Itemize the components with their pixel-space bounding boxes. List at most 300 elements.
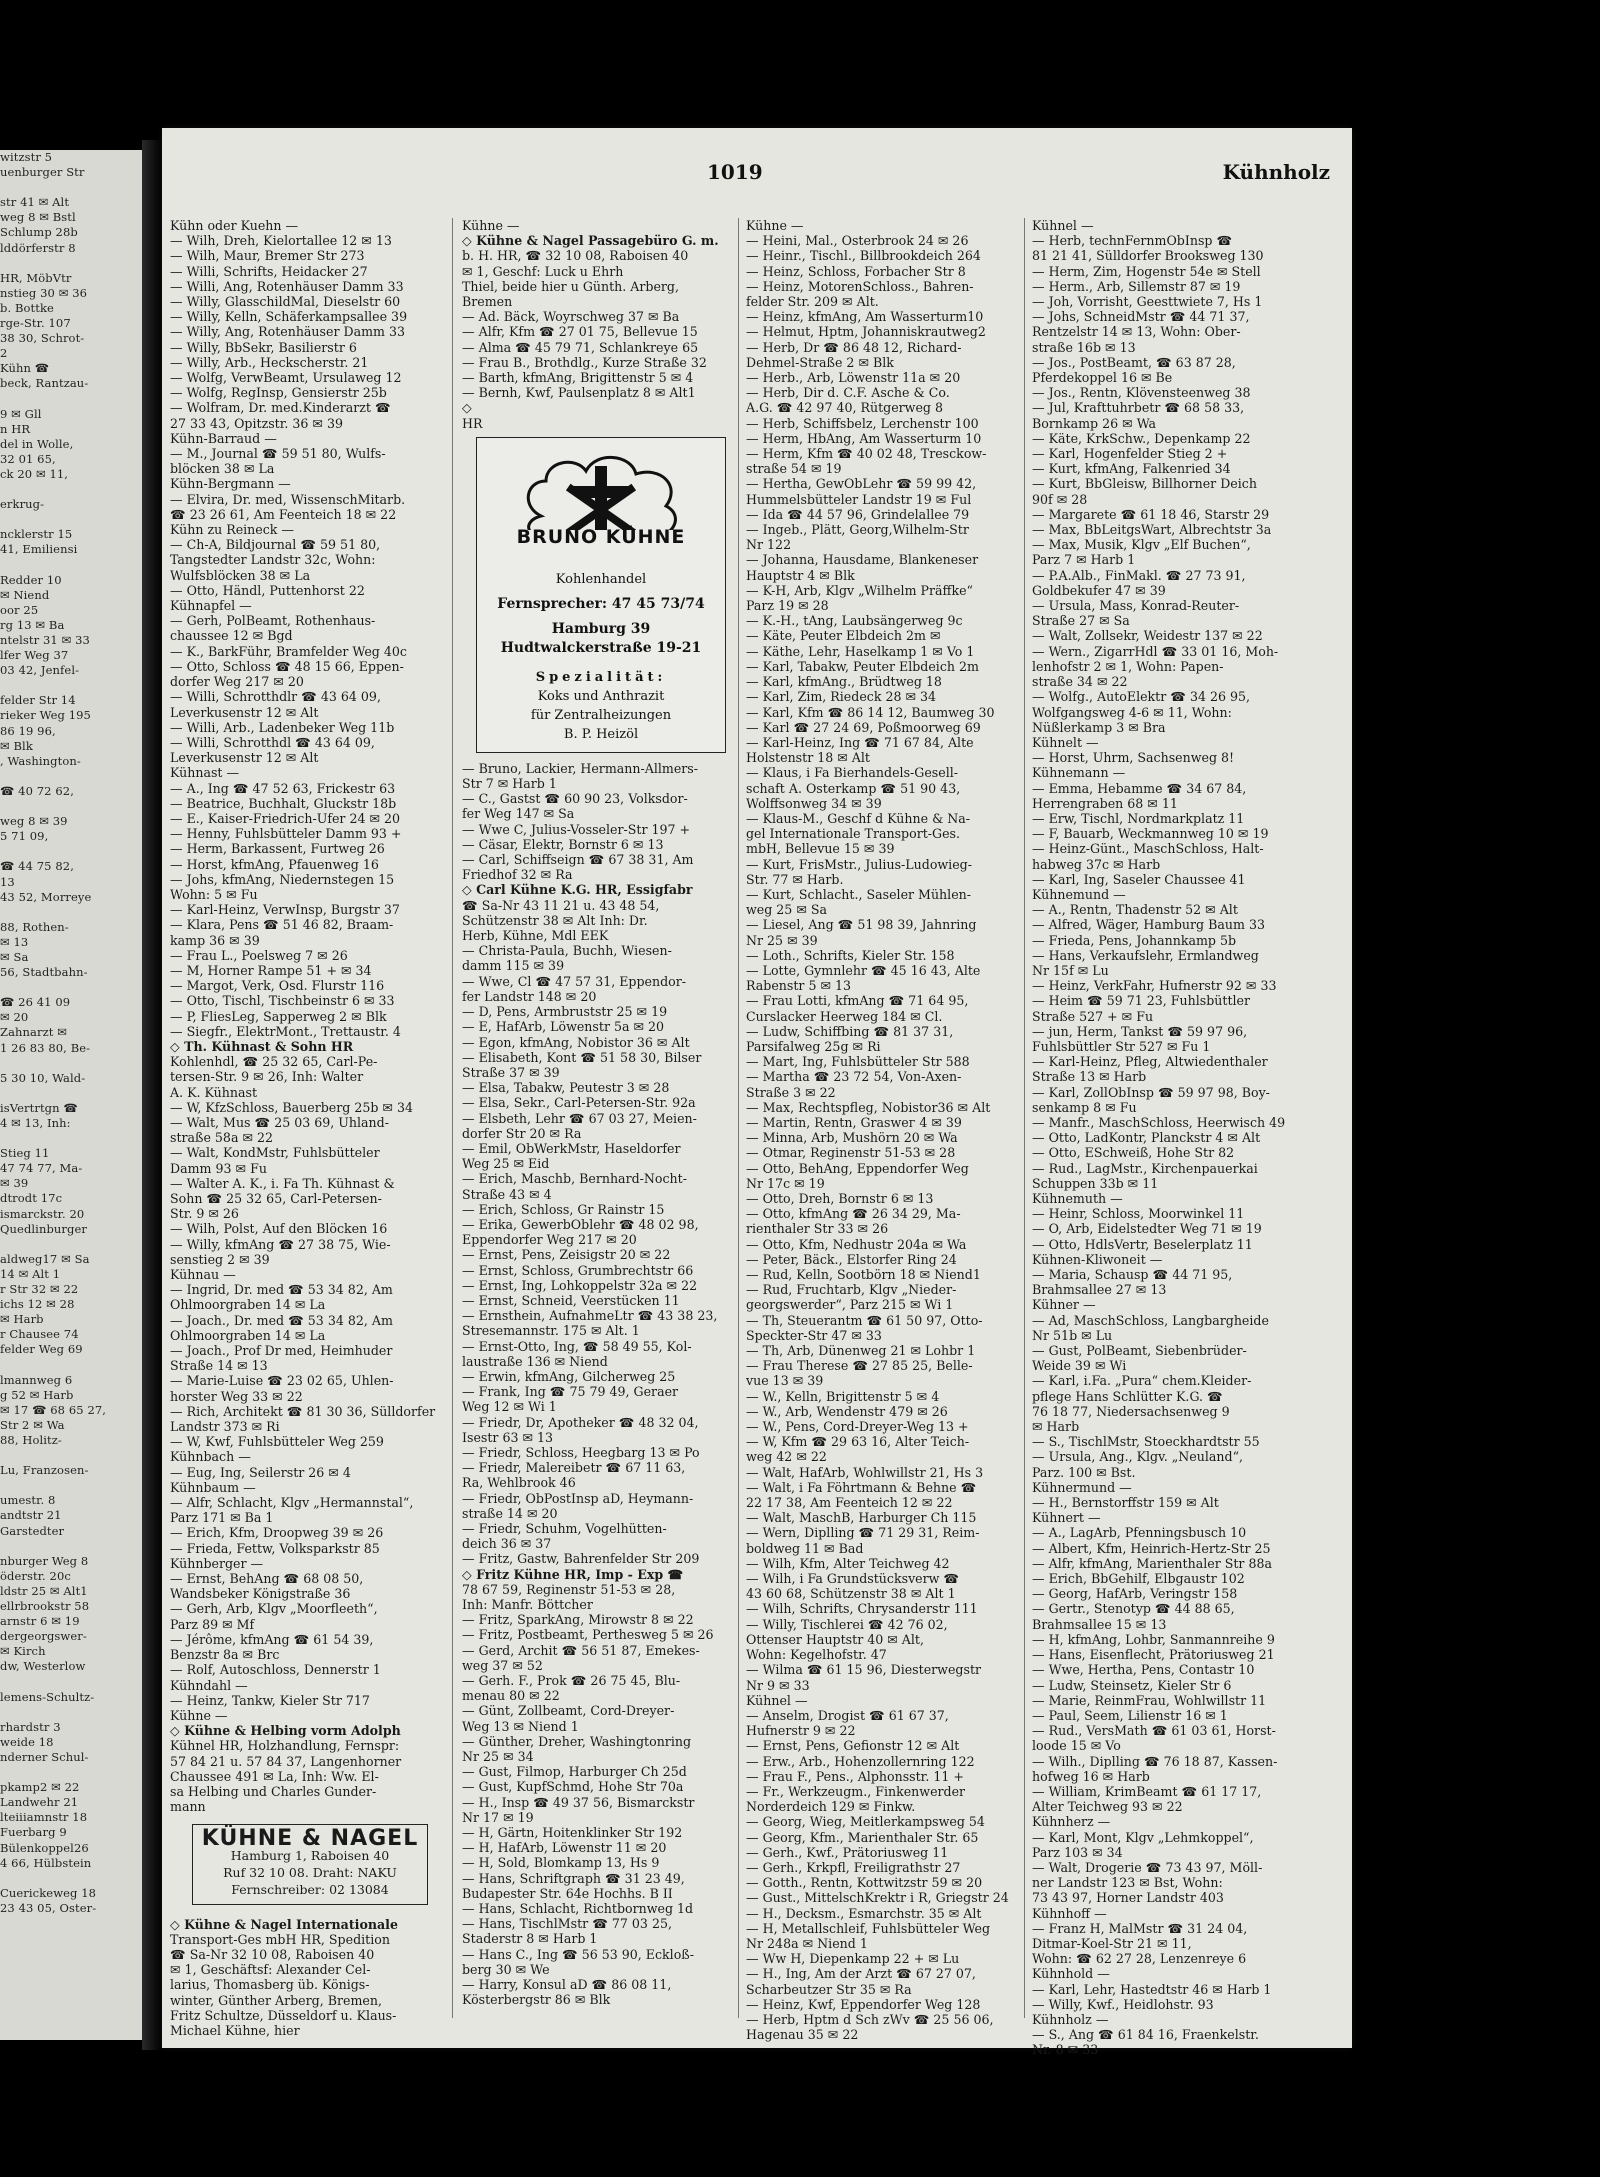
directory-entry: — Klaus-M., Geschf d Kühne & Na- bbox=[746, 810, 971, 826]
adjacent-page-line: ✉ Niend bbox=[0, 587, 50, 602]
directory-entry: sa Helbing und Charles Gunder- bbox=[170, 1783, 377, 1799]
directory-entry: ◇ Kühne & Nagel Passagebüro G. m. bbox=[462, 233, 719, 249]
adjacent-page-line: Cuerickeweg 18 bbox=[0, 1885, 97, 1900]
directory-entry: menau 80 ✉ 22 bbox=[462, 1688, 560, 1704]
bruno-kuehne-advertisement bbox=[476, 437, 726, 753]
adjacent-page-line: umestr. 8 bbox=[0, 1493, 56, 1508]
directory-entry: — Herb, Hptm d Sch zWv ☎ 25 56 06, bbox=[746, 2011, 994, 2027]
adjacent-page-line: 4 ✉ 13, Inh: bbox=[0, 1116, 71, 1130]
directory-entry: Nr 25 ✉ 39 bbox=[746, 932, 818, 948]
directory-entry: — Wern, Diplling ☎ 71 29 31, Reim- bbox=[746, 1525, 980, 1541]
directory-entry: — A., LagArb, Pfenningsbusch 10 bbox=[1032, 1525, 1247, 1541]
directory-entry: Kühnhoff — bbox=[1032, 1905, 1107, 1921]
directory-entry: Kühnast — bbox=[170, 765, 240, 781]
directory-entry: ◇ Th. Kühnast & Sohn HR bbox=[170, 1038, 354, 1054]
directory-entry: — Karl, Ing, Saseler Chaussee 41 bbox=[1032, 871, 1246, 887]
directory-entry: — Heinz-Günt., MaschSchloss, Halt- bbox=[1032, 841, 1264, 857]
adjacent-page-line: Quedlinburger bbox=[0, 1221, 87, 1236]
directory-entry: — Karl ☎ 27 24 69, Poßmoorweg 69 bbox=[746, 719, 981, 735]
directory-entry: — M., Journal ☎ 59 51 80, Wulfs- bbox=[170, 446, 386, 462]
directory-entry: — Peter, Bäck., Elstorfer Ring 24 bbox=[746, 1251, 957, 1267]
directory-entry: straße 16b ✉ 13 bbox=[1032, 339, 1136, 355]
directory-entry: Kühner — bbox=[1032, 1297, 1096, 1313]
directory-entry: — Herm, Barkassent, Furtweg 26 bbox=[170, 841, 385, 857]
directory-entry: Straße 43 ✉ 4 bbox=[462, 1186, 552, 1202]
directory-entry: — Frau Lotti, kfmAng ☎ 71 64 95, bbox=[746, 993, 969, 1009]
directory-entry: — H., Insp ☎ 49 37 56, Bismarckstr bbox=[462, 1794, 695, 1810]
directory-entry: — Wilh, Schrifts, Chrysanderstr 111 bbox=[746, 1601, 978, 1617]
directory-entry: — Otto, Händl, Puttenhorst 22 bbox=[170, 582, 365, 598]
adjacent-page-line bbox=[0, 1131, 142, 1146]
directory-entry: — Wolfg, VerwBeamt, Ursulaweg 12 bbox=[170, 370, 402, 386]
adjacent-page-line: 03 42, Jenfel- bbox=[0, 663, 80, 678]
directory-entry: ☎ 23 26 61, Am Feenteich 18 ✉ 22 bbox=[170, 506, 397, 522]
directory-entry: Ottenser Hauptstr 40 ✉ Alt, bbox=[746, 1631, 924, 1647]
directory-entry: — Mart, Ing, Fuhlsbütteler Str 588 bbox=[746, 1054, 970, 1070]
directory-entry: — Günt, Zollbeamt, Cord-Dreyer- bbox=[462, 1703, 675, 1719]
directory-entry: — Willy, Tischlerei ☎ 42 76 02, bbox=[746, 1616, 948, 1632]
directory-entry: ◇ bbox=[462, 400, 472, 416]
adjacent-page-line: andtstr 21 bbox=[0, 1508, 62, 1523]
directory-entry: larius, Thomasberg üb. Königs- bbox=[170, 1977, 370, 1993]
directory-entry: — Emil, ObWerkMstr, Haseldorfer bbox=[462, 1140, 681, 1156]
directory-entry: Ohlmoorgraben 14 ✉ La bbox=[170, 1297, 326, 1313]
directory-entry: — Walt, i Fa Föhrtmann & Behne ☎ bbox=[746, 1479, 977, 1495]
directory-entry: — Fritz, Gastw, Bahrenfelder Str 209 bbox=[462, 1551, 700, 1567]
directory-entry: — Wolfg, RegInsp, Gensierstr 25b bbox=[170, 385, 387, 401]
directory-entry: — S., TischlMstr, Stoeckhardtstr 55 bbox=[1032, 1434, 1260, 1450]
directory-entry: — Friedr, Malereibetr ☎ 67 11 63, bbox=[462, 1460, 686, 1476]
directory-entry: ner Landstr 123 ✉ Bst, Wohn: bbox=[1032, 1875, 1223, 1891]
directory-entry: winter, Günther Arberg, Bremen, bbox=[170, 1992, 382, 2008]
directory-entry: Nr 9 ✉ 33 bbox=[746, 1677, 810, 1693]
directory-entry: — Willy, GlasschildMal, Dieselstr 60 bbox=[170, 294, 401, 310]
directory-entry: — W, KfzSchloss, Bauerberg 25b ✉ 34 bbox=[170, 1099, 414, 1115]
directory-entry: — Margot, Verk, Osd. Flurstr 116 bbox=[170, 978, 385, 994]
adjacent-page-line: del in Wolle, bbox=[0, 436, 74, 451]
directory-entry: — K-H, Arb, Klgv „Wilhelm Präffke“ bbox=[746, 582, 973, 598]
directory-entry: — Heim ☎ 59 71 23, Fuhlsbüttler bbox=[1032, 993, 1251, 1009]
logo-wordmark: BRUNO KÜHNE bbox=[501, 530, 701, 545]
adjacent-page-line: 43 52, Morreye bbox=[0, 889, 92, 904]
directory-entry: — Otto, Tischl, Tischbeinstr 6 ✉ 33 bbox=[170, 993, 395, 1009]
adjacent-page-line: Stieg 11 bbox=[0, 1146, 50, 1161]
directory-entry: — Otto, ESchweiß, Hohe Str 82 bbox=[1032, 1145, 1235, 1161]
directory-entry: — Barth, kfmAng, Brigittenstr 5 ✉ 4 bbox=[462, 370, 694, 386]
directory-entry: — Willy, Kelln, Schäferkampsallee 39 bbox=[170, 309, 408, 325]
adjacent-page-line: Str 2 ✉ Wa bbox=[0, 1417, 65, 1432]
directory-entry: — Rud, Kelln, Sootbörn 18 ✉ Niend1 bbox=[746, 1267, 981, 1283]
directory-entry: — Erika, GewerbOblehr ☎ 48 02 98, bbox=[462, 1216, 699, 1232]
directory-entry: — F, Bauarb, Weckmannweg 10 ✉ 19 bbox=[1032, 826, 1269, 842]
directory-entry: — K.-H., tAng, Laubsängerweg 9c bbox=[746, 613, 963, 629]
directory-entry: — Elsa, Sekr., Carl-Petersen-Str. 92a bbox=[462, 1095, 696, 1111]
directory-entry: vue 13 ✉ 39 bbox=[746, 1373, 824, 1389]
directory-entry: — Herb., Arb, Löwenstr 11a ✉ 20 bbox=[746, 370, 961, 386]
directory-entry: — Ernst, Schloss, Grumbrechtstr 66 bbox=[462, 1262, 694, 1278]
adjacent-page-line: lemens-Schultz- bbox=[0, 1689, 95, 1704]
adjacent-page-line: 2 bbox=[0, 346, 8, 361]
directory-entry: — Käte, Peuter Elbdeich 2m ✉ bbox=[746, 628, 941, 644]
directory-entry: Parz 19 ✉ 28 bbox=[746, 598, 829, 614]
directory-entry: — Willi, Schrifts, Heidacker 27 bbox=[170, 263, 368, 279]
bruno-kuehne-logo bbox=[501, 446, 701, 566]
directory-entry: — P, FliesLeg, Sapperweg 2 ✉ Blk bbox=[170, 1008, 387, 1024]
directory-entry: Kühnherz — bbox=[1032, 1814, 1111, 1830]
adjacent-page-line: 4 66, Hülbstein bbox=[0, 1855, 92, 1870]
adjacent-page-line: felder Str 14 bbox=[0, 693, 76, 708]
directory-entry: Michael Kühne, hier bbox=[170, 2022, 300, 2038]
directory-entry: 81 21 41, Sülldorfer Brooksweg 130 bbox=[1032, 248, 1264, 264]
adjacent-page-line: ✉ Kirch bbox=[0, 1644, 46, 1659]
adjacent-page-line: 23 43 05, Oster- bbox=[0, 1900, 97, 1915]
directory-entry: — Willy, kfmAng ☎ 27 38 75, Wie- bbox=[170, 1236, 391, 1252]
directory-entry: — Gerh, PolBeamt, Rothenhaus- bbox=[170, 613, 376, 629]
directory-entry: — Gerh., Kwf., Prätoriusweg 11 bbox=[746, 1844, 949, 1860]
directory-entry: straße 34 ✉ 22 bbox=[1032, 674, 1128, 690]
directory-entry: ☎ Sa-Nr 43 11 21 u. 43 48 54, bbox=[462, 897, 660, 913]
page-number: 1019 bbox=[707, 160, 763, 184]
adjacent-page-line: 9 ✉ Gll bbox=[0, 406, 42, 421]
directory-entry: — Joh, Vorrisht, Geesttwiete 7, Hs 1 bbox=[1032, 294, 1263, 310]
directory-entry: Weide 39 ✉ Wi bbox=[1032, 1358, 1127, 1374]
adjacent-page-line bbox=[0, 678, 142, 693]
adjacent-page-line: beck, Rantzau- bbox=[0, 376, 89, 391]
directory-entry: Nr 17 ✉ 19 bbox=[462, 1809, 534, 1825]
directory-entry: Inh: Manfr. Böttcher bbox=[462, 1597, 593, 1613]
directory-entry: — E, HafArb, Löwenstr 5a ✉ 20 bbox=[462, 1019, 665, 1035]
directory-entry: — Fritz, Postbeamt, Perthesweg 5 ✉ 26 bbox=[462, 1627, 714, 1643]
directory-entry: — Gust, KupfSchmd, Hohe Str 70a bbox=[462, 1779, 684, 1795]
directory-entry: deich 36 ✉ 37 bbox=[462, 1536, 552, 1552]
directory-entry: — Willy, BbSekr, Basilierstr 6 bbox=[170, 339, 357, 355]
directory-entry: — Heini, Mal., Osterbrook 24 ✉ 26 bbox=[746, 233, 969, 249]
directory-entry: Herb, Kühne, Mdl EEK bbox=[462, 928, 609, 944]
directory-entry: — Ludw, Steinsetz, Kieler Str 6 bbox=[1032, 1677, 1232, 1693]
directory-entry: Str. 9 ✉ 26 bbox=[170, 1206, 239, 1222]
directory-entry: Wolffsonweg 34 ✉ 39 bbox=[746, 795, 882, 811]
directory-entry: — Anselm, Drogist ☎ 61 67 37, bbox=[746, 1707, 949, 1723]
directory-entry: Speckter-Str 47 ✉ 33 bbox=[746, 1327, 882, 1343]
directory-entry: — Hans, Schriftgraph ☎ 31 23 49, bbox=[462, 1870, 685, 1886]
directory-entry: Str. 77 ✉ Harb. bbox=[746, 871, 844, 887]
directory-entry: Straße 37 ✉ 39 bbox=[462, 1064, 560, 1080]
directory-entry: Damm 93 ✉ Fu bbox=[170, 1160, 267, 1176]
directory-entry: — Albert, Kfm, Heinrich-Hertz-Str 25 bbox=[1032, 1540, 1271, 1556]
directory-entry: — Klara, Pens ☎ 51 46 82, Braam- bbox=[170, 917, 394, 933]
directory-entry: — Erich, Schloss, Gr Rainstr 15 bbox=[462, 1201, 665, 1217]
adjacent-page-line: ✉ Sa bbox=[0, 949, 29, 964]
adjacent-page-line: ncklerstr 15 bbox=[0, 527, 73, 542]
directory-entry: — Walt, Zollsekr, Weidestr 137 ✉ 22 bbox=[1032, 628, 1263, 644]
directory-entry: — Otto, Kfm, Nedhustr 204a ✉ Wa bbox=[746, 1236, 967, 1252]
directory-entry: Rentzelstr 14 ✉ 13, Wohn: Ober- bbox=[1032, 324, 1241, 340]
directory-entry: — Carl, Schiffseign ☎ 67 38 31, Am bbox=[462, 852, 694, 868]
adjacent-page-line: 5 71 09, bbox=[0, 829, 49, 844]
adjacent-page-line bbox=[0, 512, 142, 527]
directory-entry: — Manfr., MaschSchloss, Heerwisch 49 bbox=[1032, 1114, 1286, 1130]
directory-entry: — Elsbeth, Lehr ☎ 67 03 27, Meien- bbox=[462, 1110, 697, 1126]
directory-entry: Scharbeutzer Str 35 ✉ Ra bbox=[746, 1981, 912, 1997]
directory-entry: — H., Decksm., Esmarchstr. 35 ✉ Alt bbox=[746, 1905, 982, 1921]
directory-entry: — Joach., Prof Dr med, Heimhuder bbox=[170, 1343, 393, 1359]
ad-phone: Fernsprecher: 47 45 73/74 bbox=[497, 595, 705, 612]
directory-entry: — W., Arb, Wendenstr 479 ✉ 26 bbox=[746, 1403, 948, 1419]
directory-entry: Kühne — bbox=[462, 218, 520, 233]
directory-entry: — Maria, Schausp ☎ 44 71 95, bbox=[1032, 1267, 1233, 1283]
directory-entry: — Georg, Wieg, Meitlerkampsweg 54 bbox=[746, 1814, 985, 1830]
directory-entry: gel Internationale Transport-Ges. bbox=[746, 826, 961, 842]
adjacent-page-line: lteiiiamnstr 18 bbox=[0, 1810, 88, 1825]
directory-entry: — Karl, Zim, Riedeck 28 ✉ 34 bbox=[746, 689, 937, 705]
directory-entry: — Karl, Tabakw, Peuter Elbdeich 2m bbox=[746, 658, 979, 674]
directory-entry: — Gerh., Krkpfl, Freiligrathstr 27 bbox=[746, 1859, 961, 1875]
directory-entry: Nr 122 bbox=[746, 537, 792, 553]
directory-entry: — Rolf, Autoschloss, Dennerstr 1 bbox=[170, 1662, 381, 1678]
adjacent-page-line: nburger Weg 8 bbox=[0, 1553, 89, 1568]
directory-entry: — Hans, TischlMstr ☎ 77 03 25, bbox=[462, 1916, 672, 1932]
directory-entry: Parz. 100 ✉ Bst. bbox=[1032, 1464, 1136, 1480]
directory-entry: — Hertha, GewObLehr ☎ 59 99 42, bbox=[746, 476, 977, 492]
adjacent-page-line: ✉ 13 bbox=[0, 934, 29, 949]
directory-entry: Hauptstr 4 ✉ Blk bbox=[746, 567, 855, 583]
adjacent-page-line bbox=[0, 1237, 142, 1252]
directory-entry: — Gust, PolBeamt, Siebenbrüder- bbox=[1032, 1343, 1247, 1359]
directory-entry: ◇ Carl Kühne K.G. HR, Essigfabr bbox=[462, 882, 693, 898]
ad-speciality-3: B. P. Heizöl bbox=[563, 726, 639, 742]
directory-entry: Hufnerstr 9 ✉ 22 bbox=[746, 1723, 856, 1739]
directory-entry: — Elvira, Dr. med, WissenschMitarb. bbox=[170, 491, 406, 507]
directory-entry: Kühndahl — bbox=[170, 1677, 248, 1693]
adjacent-page-line: weg 8 ✉ 39 bbox=[0, 814, 68, 829]
directory-entry: ✉ Harb bbox=[1032, 1419, 1080, 1435]
column-4 bbox=[1032, 218, 1320, 2058]
directory-entry: — Ingeb., Plätt, Georg,Wilhelm-Str bbox=[746, 522, 969, 538]
directory-entry: — Gertr., Stenotyp ☎ 44 88 65, bbox=[1032, 1601, 1235, 1617]
adjacent-page-line: nstieg 30 ✉ 36 bbox=[0, 285, 88, 300]
directory-entry: — Gotth., Rentn, Kottwitzstr 59 ✉ 20 bbox=[746, 1875, 983, 1891]
directory-entry: ◇ Kühne & Nagel Internationale bbox=[170, 1916, 398, 1932]
adjacent-page-line: öderstr. 20c bbox=[0, 1568, 71, 1583]
adjacent-page-line: ☎ 44 75 82, bbox=[0, 859, 74, 874]
directory-entry: 78 67 59, Reginenstr 51-53 ✉ 28, bbox=[462, 1581, 676, 1597]
kuehne-nagel-advertisement bbox=[192, 1824, 428, 1904]
directory-entry: weg 25 ✉ Sa bbox=[746, 902, 828, 918]
directory-entry: — Erich, Kfm, Droopweg 39 ✉ 26 bbox=[170, 1525, 384, 1541]
directory-entry: — Gerh. F., Prok ☎ 26 75 45, Blu- bbox=[462, 1673, 681, 1689]
adjacent-page-line: r Str 32 ✉ 22 bbox=[0, 1282, 79, 1297]
adjacent-page-line bbox=[0, 905, 142, 920]
directory-entry: — Karl-Heinz, Ing ☎ 71 67 84, Alte bbox=[746, 734, 974, 750]
directory-entry: — Hans, Eisenflecht, Prätoriusweg 21 bbox=[1032, 1647, 1275, 1663]
directory-entry: — Gust., MittelschKrektr i R, Griegstr 24 bbox=[746, 1890, 1009, 1906]
directory-entry: — Hans C., Ing ☎ 56 53 90, Eckloß- bbox=[462, 1946, 694, 1962]
directory-entry: — Frank, Ing ☎ 75 79 49, Geraer bbox=[462, 1384, 679, 1400]
directory-entry: — Karl, Lehr, Hastedtstr 46 ✉ Harb 1 bbox=[1032, 1981, 1272, 1997]
directory-entry: senkamp 8 ✉ Fu bbox=[1032, 1099, 1137, 1115]
directory-entry: Landstr 373 ✉ Ri bbox=[170, 1419, 280, 1435]
directory-entry: Kühnapfel — bbox=[170, 598, 252, 614]
directory-entry: Parz 103 ✉ 34 bbox=[1032, 1844, 1123, 1860]
directory-entry: — Ingrid, Dr. med ☎ 53 34 82, Am bbox=[170, 1282, 393, 1298]
directory-entry: — Horst, kfmAng, Pfauenweg 16 bbox=[170, 856, 379, 872]
adjacent-page-line: weide 18 bbox=[0, 1734, 54, 1749]
directory-entry: — Heinz, kfmAng, Am Wasserturm10 bbox=[746, 309, 984, 325]
directory-entry: — Herm., Arb, Sillemstr 87 ✉ 19 bbox=[1032, 278, 1241, 294]
directory-entry: Kühnau — bbox=[170, 1267, 236, 1283]
adjacent-page-line: Zahnarzt ✉ bbox=[0, 1025, 67, 1040]
adjacent-page-line: Bülenkoppel26 bbox=[0, 1840, 89, 1855]
directory-entry: 57 84 21 u. 57 84 37, Langenhorner bbox=[170, 1753, 402, 1769]
directory-entry: Kühnholz — bbox=[1032, 2011, 1109, 2027]
directory-entry: — Frieda, Pens, Johannkamp 5b bbox=[1032, 932, 1237, 948]
directory-entry: horster Weg 33 ✉ 22 bbox=[170, 1388, 303, 1404]
directory-entry: — Ch-A, Bildjournal ☎ 59 51 80, bbox=[170, 537, 381, 553]
directory-entry: — Frau B., Brothdlg., Kurze Straße 32 bbox=[462, 354, 707, 370]
directory-entry: Nr 248a ✉ Niend 1 bbox=[746, 1935, 868, 1951]
directory-entry: — Willi, Schrotthdlr ☎ 43 64 09, bbox=[170, 689, 381, 705]
directory-entry: — Siegfr., ElektrMont., Trettaustr. 4 bbox=[170, 1023, 401, 1039]
directory-entry: — Th, Arb, Dünenweg 21 ✉ Lohbr 1 bbox=[746, 1343, 976, 1359]
directory-entry: 76 18 77, Niedersachsenweg 9 bbox=[1032, 1403, 1230, 1419]
directory-entry: dorfer Str 20 ✉ Ra bbox=[462, 1125, 582, 1141]
directory-entry: — Helmut, Hptm, Johanniskrautweg2 bbox=[746, 324, 986, 340]
column-2 bbox=[462, 218, 730, 2028]
directory-entry: Nr 25 ✉ 34 bbox=[462, 1749, 534, 1765]
directory-entry: — Friedr, Schuhm, Vogelhütten- bbox=[462, 1521, 667, 1536]
directory-entry: — Rud., LagMstr., Kirchenpauerkai bbox=[1032, 1160, 1258, 1176]
directory-entry: — Ida ☎ 44 57 96, Grindelallee 79 bbox=[746, 506, 970, 522]
directory-entry: HR bbox=[462, 415, 483, 431]
directory-entry: — Heinr., Tischl., Billbrookdeich 264 bbox=[746, 248, 981, 264]
directory-entry: — Ww H, Diepenkamp 22 + ✉ Lu bbox=[746, 1951, 960, 1967]
directory-entry: — Rud., VersMath ☎ 61 03 61, Horst- bbox=[1032, 1723, 1276, 1739]
directory-entry: Goldbekufer 47 ✉ 39 bbox=[1032, 582, 1166, 598]
directory-entry: 43 60 68, Schützenstr 38 ✉ Alt 1 bbox=[746, 1586, 956, 1602]
directory-entry: Leverkusenstr 12 ✉ Alt bbox=[170, 704, 319, 720]
directory-entry: — Johs, SchneidMstr ☎ 44 71 37, bbox=[1032, 309, 1250, 325]
directory-entry: weg 42 ✉ 22 bbox=[746, 1449, 827, 1465]
directory-entry: — Willi, Ang, Rotenhäuser Damm 33 bbox=[170, 278, 404, 294]
directory-entry: Straße 13 ✉ Harb bbox=[1032, 1069, 1147, 1085]
directory-entry: — Friedr, Schloss, Heegbarg 13 ✉ Po bbox=[462, 1444, 700, 1460]
directory-entry: — Erw, Tischl, Nordmarkplatz 11 bbox=[1032, 810, 1245, 826]
adjacent-page-line bbox=[0, 392, 142, 407]
adjacent-page-line: 88, Rothen- bbox=[0, 919, 69, 934]
directory-entry: Bremen bbox=[462, 294, 513, 310]
directory-entry: — Martin, Rentn, Graswег 4 ✉ 39 bbox=[746, 1114, 962, 1130]
directory-entry: — Alfred, Wäger, Hamburg Baum 33 bbox=[1032, 917, 1265, 933]
directory-entry: — Fr., Werkzeugm., Finkenwerder bbox=[746, 1783, 966, 1799]
directory-entry: blöcken 38 ✉ La bbox=[170, 461, 275, 477]
directory-entry: — Heinz, Schloss, Forbacher Str 8 bbox=[746, 263, 966, 279]
adjacent-page-line bbox=[0, 1765, 142, 1780]
ad-city: Hamburg 39 bbox=[551, 620, 651, 637]
directory-entry: — Wilh, Maur, Bremer Str 273 bbox=[170, 248, 365, 264]
adjacent-page-line: ☎ 26 41 09 bbox=[0, 995, 71, 1010]
adjacent-page-line bbox=[0, 1871, 142, 1886]
directory-entry: — jun, Herm, Tankst ☎ 59 97 96, bbox=[1032, 1023, 1248, 1039]
directory-entry: — Jul, Krafttuhrbetr ☎ 68 58 33, bbox=[1032, 400, 1245, 416]
directory-entry: 73 43 97, Horner Landstr 403 bbox=[1032, 1890, 1224, 1906]
directory-entry: fer Landstr 148 ✉ 20 bbox=[462, 988, 597, 1004]
directory-entry: — Harry, Konsul aD ☎ 86 08 11, bbox=[462, 1977, 672, 1993]
directory-entry: — S., Ang ☎ 61 84 16, Fraenkelstr. bbox=[1032, 2027, 1259, 2043]
directory-entry: rienthaler Str 33 ✉ 26 bbox=[746, 1221, 889, 1237]
directory-entry: — Wilh, Dreh, Kielortallee 12 ✉ 13 bbox=[170, 233, 392, 249]
directory-entry: Kühnert — bbox=[1032, 1510, 1101, 1526]
directory-entry: — Martha ☎ 23 72 54, Von-Axen- bbox=[746, 1069, 962, 1085]
directory-entry: — Wwe, Hertha, Pens, Contastr 10 bbox=[1032, 1662, 1255, 1678]
directory-entry: — Wilh., Diplling ☎ 76 18 87, Kassen- bbox=[1032, 1753, 1278, 1769]
directory-entry: — H, kfmAng, Lohbr, Sanmannreihe 9 bbox=[1032, 1631, 1275, 1647]
directory-entry: — Willi, Arb., Ladenbeker Weg 11b bbox=[170, 719, 395, 735]
directory-entry: — M, Horner Rampe 51 + ✉ 34 bbox=[170, 962, 372, 978]
directory-entry: — Georg, HafArb, Veringstr 158 bbox=[1032, 1586, 1238, 1602]
directory-entry: mbH, Bellevue 15 ✉ 39 bbox=[746, 841, 895, 857]
directory-entry: — Willi, Schrotthdl ☎ 43 64 09, bbox=[170, 734, 375, 750]
directory-entry: — Wwe C, Julius-Vosseler-Str 197 + bbox=[462, 821, 691, 837]
adjacent-page-line: Lu, Franzosen- bbox=[0, 1463, 89, 1478]
directory-entry: — Elsa, Tabakw, Peutestr 3 ✉ 28 bbox=[462, 1080, 670, 1096]
adjacent-page-line: Schlump 28b bbox=[0, 225, 78, 240]
directory-entry: — Karl-Heinz, VerwInsp, Burgstr 37 bbox=[170, 902, 400, 918]
directory-entry: — Herm, Kfm ☎ 40 02 48, Tresckow- bbox=[746, 446, 987, 462]
adjacent-page-line bbox=[0, 1358, 142, 1373]
directory-entry: — Heinz, Tankw, Kieler Str 717 bbox=[170, 1692, 370, 1708]
adjacent-page-line: Fuerbarg 9 bbox=[0, 1825, 67, 1840]
directory-entry: ☎ Sa-Nr 32 10 08, Raboisen 40 bbox=[170, 1946, 375, 1962]
directory-entry: weg 37 ✉ 52 bbox=[462, 1657, 543, 1673]
directory-entry: — Herb, Schiffsbelz, Lerchenstr 100 bbox=[746, 415, 979, 431]
directory-entry: Thiel, beide hier u Günth. Arberg, bbox=[462, 278, 679, 294]
directory-entry: — Lotte, Gymnlehr ☎ 45 16 43, Alte bbox=[746, 962, 981, 978]
directory-entry: Nr 15f ✉ Lu bbox=[1032, 962, 1109, 978]
adjacent-page-line: 5 30 10, Wald- bbox=[0, 1070, 86, 1085]
directory-entry: — H, HafArb, Löwenstr 11 ✉ 20 bbox=[462, 1840, 667, 1856]
directory-entry: — C., Gastst ☎ 60 90 23, Volksdor- bbox=[462, 791, 688, 807]
directory-entry: Nr 17c ✉ 19 bbox=[746, 1175, 825, 1191]
directory-entry: — Frieda, Fettw, Volksparkstr 85 bbox=[170, 1540, 380, 1556]
directory-entry: — Otto, kfmAng ☎ 26 34 29, Ma- bbox=[746, 1206, 961, 1222]
directory-entry: — Ursula, Mass, Konrad-Reuter- bbox=[1032, 598, 1240, 614]
directory-entry: — Loth., Schrifts, Kieler Str. 158 bbox=[746, 947, 955, 963]
directory-entry: straße 54 ✉ 19 bbox=[746, 461, 842, 477]
directory-entry: Kühn zu Reineck — bbox=[170, 522, 295, 538]
directory-entry: — Jos., PostBeamt, ☎ 63 87 28, bbox=[1032, 354, 1236, 370]
directory-entry: Kühnemuth — bbox=[1032, 1191, 1123, 1206]
directory-entry: Kühn oder Kuehn — bbox=[170, 218, 299, 233]
directory-entry: — Ernst, Schneid, Veerstücken 11 bbox=[462, 1292, 680, 1308]
directory-entry: Bornkamp 26 ✉ Wa bbox=[1032, 415, 1157, 431]
adjacent-page-line: Kühn ☎ bbox=[0, 361, 50, 376]
directory-entry: Kühnen-Kliwoneit — bbox=[1032, 1251, 1163, 1267]
directory-entry: — Johs, kfmAng, Niedernstegen 15 bbox=[170, 871, 395, 887]
adjacent-page-line: ☎ 40 72 62, bbox=[0, 783, 74, 798]
directory-entry: Parsifalweg 25g ✉ Ri bbox=[746, 1038, 881, 1054]
ad-street: Hudtwalckerstraße 19-21 bbox=[500, 639, 702, 656]
directory-entry: georgswerder“, Parz 215 ✉ Wi 1 bbox=[746, 1297, 954, 1313]
directory-entry: Ra, Wehlbrook 46 bbox=[462, 1475, 576, 1491]
directory-entry: Straße 3 ✉ 22 bbox=[746, 1084, 836, 1100]
directory-entry: Isestr 63 ✉ 13 bbox=[462, 1429, 554, 1445]
directory-entry: Str 7 ✉ Harb 1 bbox=[462, 776, 557, 792]
directory-entry: — Ludw, Schiffbing ☎ 81 37 31, bbox=[746, 1023, 954, 1039]
directory-entry: — Heinr, Schloss, Moorwinkel 11 bbox=[1032, 1206, 1245, 1222]
directory-entry: — Joach., Dr. med ☎ 53 34 82, Am bbox=[170, 1312, 393, 1328]
directory-entry: — Walt, Drogerie ☎ 73 43 97, Möll- bbox=[1032, 1859, 1263, 1875]
adjacent-page-line: n HR bbox=[0, 421, 31, 436]
